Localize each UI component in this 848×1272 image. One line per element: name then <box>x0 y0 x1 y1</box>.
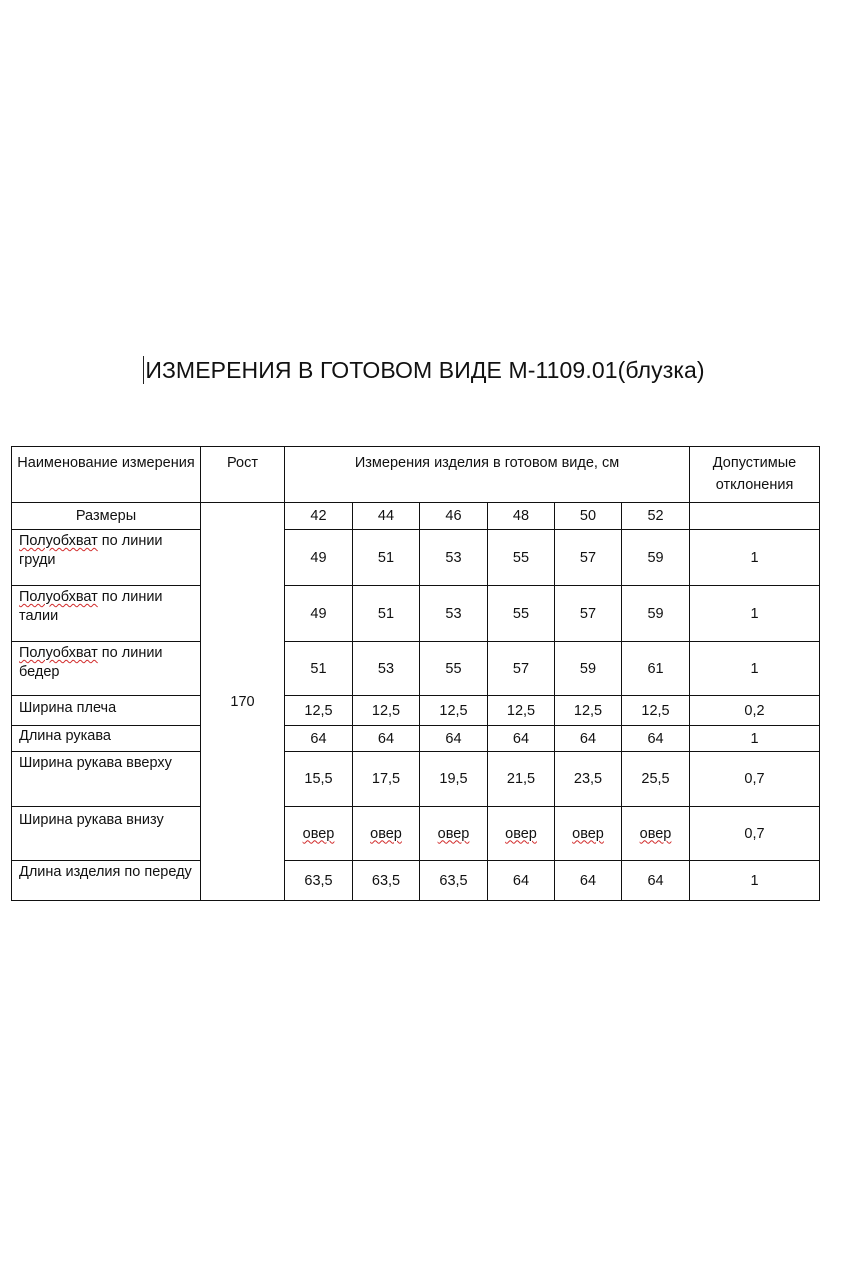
table-row <box>12 807 820 861</box>
value-cell: 63,5 <box>420 861 488 901</box>
value-cell <box>420 807 488 861</box>
value-cell <box>488 807 555 861</box>
value-cell: 64 <box>285 726 353 752</box>
tolerance-cell: 1 <box>690 530 820 586</box>
tolerance-cell: 0,7 <box>690 807 820 861</box>
table-row <box>12 530 820 586</box>
value-cell <box>622 807 690 861</box>
value-text: овер <box>572 825 604 842</box>
tolerance-cell: 1 <box>690 586 820 642</box>
value-cell: 59 <box>555 642 622 696</box>
document-title-text: ИЗМЕРЕНИЯ В ГОТОВОМ ВИДЕ М-1109.01(блузка) <box>145 357 705 383</box>
value-cell: 53 <box>353 642 420 696</box>
value-text: овер <box>370 825 402 842</box>
value-cell: 64 <box>555 726 622 752</box>
value-cell: 64 <box>353 726 420 752</box>
size-cell: 44 <box>353 503 420 530</box>
value-cell: 53 <box>420 530 488 586</box>
value-cell: 64 <box>420 726 488 752</box>
row-label-rest: по линии бедер <box>19 645 163 680</box>
header-name: Наименование измерения <box>12 447 201 503</box>
size-cell: 46 <box>420 503 488 530</box>
value-text: овер <box>437 825 470 842</box>
value-cell: 12,5 <box>353 696 420 726</box>
size-cell: 50 <box>555 503 622 530</box>
value-cell: 59 <box>622 586 690 642</box>
value-cell: 57 <box>555 586 622 642</box>
value-cell: 15,5 <box>285 752 353 807</box>
size-cell: 48 <box>488 503 555 530</box>
tolerance-cell: 1 <box>690 726 820 752</box>
row-label-rest: по линии талии <box>19 589 163 624</box>
value-cell: 57 <box>555 530 622 586</box>
value-cell: 63,5 <box>285 861 353 901</box>
value-cell: 51 <box>353 530 420 586</box>
value-cell: 17,5 <box>353 752 420 807</box>
row-label-word: Полуобхват <box>19 533 98 549</box>
value-cell: 12,5 <box>555 696 622 726</box>
header-tolerance: Допустимые отклонения <box>690 447 820 503</box>
value-cell: 19,5 <box>420 752 488 807</box>
value-cell: 64 <box>488 726 555 752</box>
tolerance-cell: 1 <box>690 861 820 901</box>
value-cell: 64 <box>555 861 622 901</box>
value-cell: 61 <box>622 642 690 696</box>
value-cell <box>555 807 622 861</box>
value-cell: 23,5 <box>555 752 622 807</box>
table-row <box>12 642 820 696</box>
value-cell: 49 <box>285 586 353 642</box>
value-cell: 57 <box>488 642 555 696</box>
size-cell: 52 <box>622 503 690 530</box>
table-row <box>12 752 820 807</box>
row-label <box>12 642 201 696</box>
value-cell: 12,5 <box>622 696 690 726</box>
value-cell: 51 <box>353 586 420 642</box>
row-label: Длина изделия по переду <box>12 861 201 901</box>
tolerance-cell: 1 <box>690 642 820 696</box>
sizes-row <box>12 503 820 530</box>
row-label <box>12 586 201 642</box>
value-cell: 12,5 <box>488 696 555 726</box>
row-label <box>12 530 201 586</box>
sizes-label: Размеры <box>12 503 201 530</box>
row-label-rest: по линии груди <box>19 533 163 568</box>
value-text: овер <box>505 825 537 842</box>
value-cell: 55 <box>488 586 555 642</box>
value-cell: 12,5 <box>285 696 353 726</box>
value-cell: 64 <box>622 726 690 752</box>
tolerance-cell-empty <box>690 503 820 530</box>
header-measurements: Измерения изделия в готовом виде, см <box>285 447 690 503</box>
row-label: Ширина рукава вверху <box>12 752 201 807</box>
value-text: овер <box>639 825 672 842</box>
row-label: Ширина рукава внизу <box>12 807 201 861</box>
measurements-table <box>11 446 820 901</box>
growth-value: 170 <box>201 503 285 901</box>
row-label: Длина рукава <box>12 726 201 752</box>
table-row <box>12 861 820 901</box>
tolerance-cell: 0,2 <box>690 696 820 726</box>
tolerance-cell: 0,7 <box>690 752 820 807</box>
value-cell: 51 <box>285 642 353 696</box>
row-label-word: Полуобхват <box>19 645 98 661</box>
value-cell: 25,5 <box>622 752 690 807</box>
value-cell: 53 <box>420 586 488 642</box>
value-cell: 49 <box>285 530 353 586</box>
value-cell: 59 <box>622 530 690 586</box>
table-row <box>12 696 820 726</box>
value-cell <box>285 807 353 861</box>
value-cell: 64 <box>622 861 690 901</box>
value-cell: 21,5 <box>488 752 555 807</box>
value-cell: 55 <box>420 642 488 696</box>
size-cell: 42 <box>285 503 353 530</box>
table-row <box>12 586 820 642</box>
value-cell: 55 <box>488 530 555 586</box>
document-title <box>0 356 848 384</box>
value-text: овер <box>302 825 335 842</box>
table-row <box>12 726 820 752</box>
row-label-word: Полуобхват <box>19 589 98 605</box>
header-growth: Рост <box>201 447 285 503</box>
value-cell: 63,5 <box>353 861 420 901</box>
value-cell <box>353 807 420 861</box>
header-row <box>12 447 820 503</box>
row-label: Ширина плеча <box>12 696 201 726</box>
value-cell: 64 <box>488 861 555 901</box>
value-cell: 12,5 <box>420 696 488 726</box>
